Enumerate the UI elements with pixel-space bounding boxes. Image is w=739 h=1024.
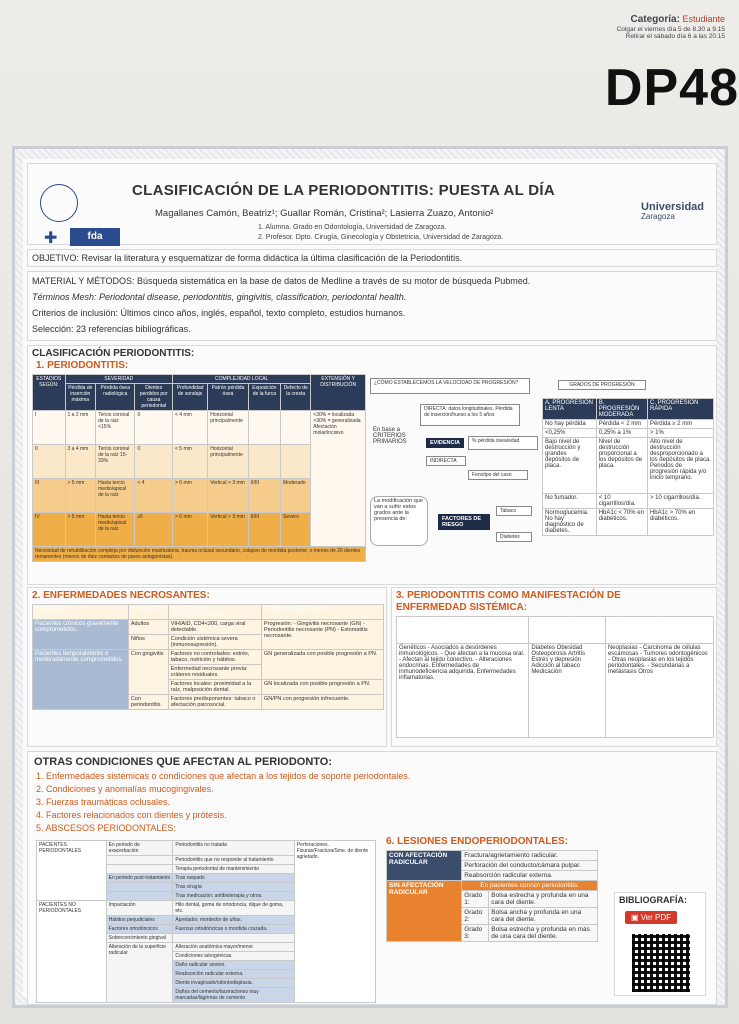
- abs-side: [294, 841, 375, 1003]
- endo-sin: SIN AFECTACIÓN RADICULAR: [387, 881, 462, 942]
- stage-cell: Severo: [281, 513, 311, 547]
- nt-cell: Progresión: - Gingivitis necrosante (GN) - Periodontitis necrosante (PN) - Estomatitis necrosante.: [261, 620, 383, 650]
- th-col: Pérdida ósea radiológica: [96, 384, 135, 411]
- abs-cell: Tras medicación: antibioterapia y otros.: [173, 892, 294, 901]
- abs-group-1: PACIENTES PERIODONTALES: [37, 841, 107, 901]
- stage-cell: [281, 445, 311, 479]
- abs-cell: [106, 856, 173, 865]
- nt-cell: Con periodontitis: [128, 695, 168, 710]
- unizar-logo-sub: Zaragoza: [641, 212, 675, 221]
- systemic-box: [391, 587, 717, 747]
- grade-cell: HbA1c < 70% en diabéticos.: [596, 509, 647, 536]
- other-item: 1. Enfermedades sistémicas o condiciones que afectan a los tejidos de soporte periodontales.: [36, 771, 411, 781]
- flow-fenotipo: Fenotipo del caso: [468, 470, 528, 480]
- abs-group-2: PACIENTES NO PERIODONTALES: [37, 901, 107, 1003]
- nt-col: CONDICIONES CLÍNICAS: [261, 605, 383, 620]
- grade-cell: HbA1c > 70% en diabéticos.: [647, 509, 713, 536]
- grade-cell: Bajo nivel de destrucción y grandes depósitos de placa.: [543, 438, 597, 494]
- nt-cell: Adultos: [128, 620, 168, 635]
- endo-heading: 6. LESIONES ENDOPERIODONTALES:: [386, 836, 569, 847]
- objective-box: [27, 249, 717, 267]
- stage-cell: Moderado: [281, 479, 311, 513]
- category-value: Estudiante: [682, 14, 725, 24]
- abs-cell: Terapia periodontal de mantenimiento: [173, 865, 294, 874]
- grade-cell: Pérdida ≥ 2 mm: [647, 420, 713, 429]
- flow-indirecta: INDIRECTA: [426, 456, 466, 466]
- abs-cell: [106, 865, 173, 874]
- endo-grade: Grado 2:: [462, 908, 489, 925]
- necrotizing-heading: 2. ENFERMEDADES NECROSANTES:: [32, 590, 210, 601]
- grade-cell: 0,25% a 1%: [596, 429, 647, 438]
- grade-cell: No fumador.: [543, 494, 597, 509]
- methods-line-4: Selección: 23 referencias bibliográficas.: [32, 324, 191, 334]
- unizar-logo: [641, 202, 704, 221]
- th-col: Defecto de la cresta: [281, 384, 311, 411]
- abs-cell: Hábitos perjudiciales: [106, 916, 173, 925]
- abs-cell: Factores ortodóncicos: [106, 925, 173, 934]
- stage-cell: Vertical > 3 mm: [208, 513, 249, 547]
- systemic-table: [396, 616, 714, 738]
- stage-cell: < 4 mm: [173, 411, 208, 445]
- abs-cell: Fuerzas ortodóncicas o mordida cruzada.: [173, 925, 294, 934]
- grade-cell: No hay pérdida: [543, 420, 597, 429]
- grade-b: B. PROGRESIÓN MODERADA: [596, 399, 647, 420]
- flow-grados: GRADOS DE PROGRESIÓN: [558, 380, 646, 390]
- nt-col: PACIENTES: [128, 605, 168, 620]
- flow-modificacion: La modificación que van a sufrir estos grados ante la presencia de:: [370, 496, 428, 546]
- unizar-logo-text: Universidad: [641, 201, 704, 213]
- abs-cell: Daños del cemento/laceraciones muy marcadas/lágrimas de cemento: [173, 988, 294, 1003]
- nt-cat2: Pacientes temporalmente o moderadamente comprometidos.: [33, 650, 129, 710]
- stage-cell: II: [33, 445, 66, 479]
- other-item: 5. ABSCESOS PERIODONTALES:: [36, 823, 176, 833]
- grade-cell: > 10 cigarrillos/día.: [647, 494, 713, 509]
- other-list: [36, 770, 410, 835]
- poster-id: DP48: [604, 59, 739, 117]
- bibliography-heading: BIBLIOGRAFÍA:: [619, 895, 687, 905]
- poster-title: CLASIFICACIÓN DE LA PERIODONTITIS: PUESTA AL DÍA: [132, 182, 556, 199]
- th-severidad: SEVERIDAD: [65, 375, 173, 384]
- other-item: 4. Factores relacionados con dientes y prótesis.: [36, 810, 227, 820]
- other-heading: OTRAS CONDICIONES QUE AFECTAN AL PERIODONTO:: [34, 756, 333, 768]
- flow-perdida: % pérdida ósea/edad: [468, 436, 538, 450]
- th-col: Exposición de la furca: [248, 384, 280, 411]
- sys-cell: Genéticos - Asociados a desórdenes inmunológicos. - Que afectan a la mucosa oral. - Afectan al tejido conectivo. - Alteraciones endocrinas. Enfermedades de inmunodeficiencia adquirida. Enfermedades inflamatorias.: [397, 644, 529, 738]
- stage-cell: Horizontal principalmente: [208, 445, 249, 479]
- stage-cell: Horizontal principalmente: [208, 411, 249, 445]
- university-seal-logo: [40, 184, 78, 222]
- grade-c: C. PROGRESIÓN RÁPIDA: [647, 399, 713, 420]
- endo-grade-desc: Bolsa estrecha y profunda en una cara del diente.: [489, 891, 598, 908]
- stage-cell: Vertical > 3 mm: [208, 479, 249, 513]
- category-tag: [617, 14, 725, 40]
- abs-cell: Alteración anatómica mayor/menor.: [173, 943, 294, 952]
- endo-grade-desc: Bolsa ancha y profunda en una cara del diente.: [489, 908, 598, 925]
- abs-cell: Condiciones iatrogénicas.: [173, 952, 294, 961]
- nt-cell: GN localizada con posible progresión a PN.: [261, 680, 383, 695]
- th-estadios: ESTADIOS SEGÚN:: [33, 375, 66, 411]
- grade-cell: Alto nivel de destrucción desproporcionado a los depósitos de placa. Periodos de progresión rápida y/o inicio temprano.: [647, 438, 713, 494]
- abs-cell: Impactación: [106, 901, 173, 916]
- classification-box: [27, 345, 717, 585]
- stage-cell: II/III: [248, 513, 280, 547]
- stage-cell: 0: [135, 445, 173, 479]
- th-col: Profundidad de sondaje: [173, 384, 208, 411]
- endo-cell: Reabsorción radicular externa.: [462, 871, 598, 881]
- sys-cell: Neoplasias - Carcinoma de células escamosas - Tumores odontogénicos - Otras neoplasias en los tejidos periodontales. - Secundarias a metástasis Otros: [605, 644, 713, 738]
- periodontitis-subheading: 1. PERIODONTITIS:: [36, 360, 129, 371]
- abs-cell: [106, 883, 173, 892]
- flow-tabaco: Tabaco: [496, 506, 532, 516]
- stage-cell: II/III: [248, 479, 280, 513]
- nt-cell: Factores locales: proximidad a la raíz, malposición dental.: [168, 680, 261, 695]
- nt-cell: Enfermedad necrosante previa: cráteres residuales.: [168, 665, 261, 680]
- stage-cell: 3 a 4 mm: [65, 445, 96, 479]
- flow-base: En base a CRITERIOS PRIMARIOS: [373, 427, 407, 445]
- abs-cell: [173, 934, 294, 943]
- abs-cell: Reabsorción radicular externa.: [173, 970, 294, 979]
- poster: [12, 146, 728, 1008]
- grade-cell: Normoglucemia. No hay diagnóstico de diabetes.: [543, 509, 597, 536]
- grade-cell: > 1%: [647, 429, 713, 438]
- methods-box: [27, 271, 717, 341]
- abs-cell: Sobrecrecimiento gingival: [106, 934, 173, 943]
- abs-cell: Alteración de la superficie radicular: [106, 943, 173, 1003]
- grade-cell: Pérdida < 2 mm: [596, 420, 647, 429]
- stage-cell: > 5 mm: [65, 479, 96, 513]
- abs-cell: Daño radicular severo.: [173, 961, 294, 970]
- stage-cell: Hasta tercio medio/apical de la raíz: [96, 479, 135, 513]
- th-col: Pérdida de inserción máxima: [65, 384, 96, 411]
- pickup-note: Colgar el viernes día 5 de 8.30 a 9.15: [616, 25, 725, 33]
- affiliation-2: 2. Profesor. Dpto. Cirugía, Ginecología y Obstetricia, Universidad de Zaragoza.: [258, 234, 504, 241]
- stage-cell: [248, 445, 280, 479]
- abs-cell: Apretador, mordedor de uñas.: [173, 916, 294, 925]
- staging-table: [32, 374, 366, 562]
- nt-col: CATEGORÍA: [33, 605, 129, 620]
- endo-grade: Grado 3:: [462, 925, 489, 942]
- endo-grade-desc: Bolsa estrecha y profunda en más de una cara del diente.: [489, 925, 598, 942]
- endo-table: [386, 850, 598, 942]
- extension-cell: <30% = localizada >30% = generalizada Afectación molar/incisivo: [311, 411, 366, 547]
- classification-heading: CLASIFICACIÓN PERIODONTITIS:: [32, 348, 195, 359]
- stage-cell: 1 a 2 mm: [65, 411, 96, 445]
- pdf-icon: ▣: [631, 913, 641, 922]
- stage-cell: III: [33, 479, 66, 513]
- abs-cell: Diente invaginado/odontodisplasia.: [173, 979, 294, 988]
- abs-cell: Periodontitis no tratada: [173, 841, 294, 856]
- abscess-table: [36, 840, 376, 1003]
- affiliation-1: 1. Alumna. Grado en Odontología, Universidad de Zaragoza.: [258, 224, 447, 231]
- view-pdf-button[interactable]: [625, 911, 677, 924]
- abs-side-2: Fisuras/Fractura/Sme. de diente agrietado.: [296, 848, 369, 860]
- methods-line-2: Términos Mesh: Periodontal disease, periodontitis, gingivitis, classification, periodontal health.: [32, 292, 407, 302]
- stage-cell: [281, 411, 311, 445]
- nt-cell: GN generalizada con posible progresión a PN.: [261, 650, 383, 680]
- grade-cell: < 10 cigarrillos/día.: [596, 494, 647, 509]
- view-pdf-label: Ver PDF: [640, 913, 672, 922]
- stage-cell: ≥5: [135, 513, 173, 547]
- sys-col: DESÓRDES SISTÉMICOS QUE PROVOCAN PÉRDIDA DE TEJIDO INDEPENDIENTE A PERIODONTITIS: [605, 617, 713, 644]
- flow-directa: DIRECTA: datos longitudinales. Pérdida de inserción/hueso a los 5 años: [420, 404, 520, 426]
- category-label: Categoría:: [630, 14, 680, 25]
- endo-con: CON AFECTACIÓN RADICULAR: [387, 851, 462, 881]
- other-conditions-box: [27, 751, 717, 1005]
- sys-cell: Diabetes Obesidad Osteoporosis Artritis Estrés y depresión Adicción al tabaco Medicación: [529, 644, 606, 738]
- fda-logo: fda: [70, 228, 120, 246]
- sys-col: DESÓRDENES DE MAYOR IMPACTO: [397, 617, 529, 644]
- stage-cell: I: [33, 411, 66, 445]
- grade-cell: <0,25%: [543, 429, 597, 438]
- remove-note: Retirar el sábado día 6 a las 20.15: [625, 32, 725, 40]
- grade-cell: Nivel de destrucción proporcional a los depósitos de placa.: [596, 438, 647, 494]
- stage-cell: < 4: [135, 479, 173, 513]
- endo-cell: Fractura/agrietamiento radicular.: [462, 851, 598, 861]
- methods-line-3: Criterios de inclusión: Últimos cinco años, inglés, español, texto completo, estudios humanos.: [32, 308, 406, 318]
- endo-cell: Perforación del conducto/cámara pulpar.: [462, 861, 598, 871]
- th-col: Dientes perdidos por causa periodontal: [135, 384, 173, 411]
- nt-col: CONDICIONES PREDISPONENTES: [168, 605, 261, 620]
- flow-diabetes: Diabetes: [496, 532, 532, 542]
- abs-cell: En periodo de exacerbación: [106, 841, 173, 856]
- stage-cell: [248, 411, 280, 445]
- endo-sub: En pacientes con/sin periodontitis:: [462, 881, 598, 891]
- grade-a: A. PROGRESIÓN LENTA: [543, 399, 597, 420]
- stage-cell: Tercio coronal de la raíz <15%: [96, 411, 135, 445]
- abs-side-1: Perforaciones.: [296, 842, 329, 848]
- authors: Magallanes Camón, Beatriz¹; Guallar Román, Cristina²; Lasierra Zuazo, Antonio²: [155, 208, 494, 219]
- abs-cell: Tras cirugía: [173, 883, 294, 892]
- stage-cell: < 5 mm: [173, 445, 208, 479]
- other-item: 2. Condiciones y anomalías mucogingivales.: [36, 784, 214, 794]
- flow-factores: FACTORES DE RIESGO: [438, 514, 490, 530]
- sys-col: OTROS DESÓRDENES SISTÉMICOS QUE INFLUYEN EN SU PATOGENIA: [529, 617, 606, 644]
- other-item: 3. Fuerzas traumáticas oclusales.: [36, 797, 171, 807]
- nt-cell: Con gingivitis: [128, 650, 168, 695]
- th-complejidad: COMPLEJIDAD LOCAL: [173, 375, 311, 384]
- systemic-heading-1: 3. PERIODONTITIS COMO MANIFESTACIÓN DE: [396, 590, 621, 601]
- grades-table: [542, 398, 714, 536]
- th-extension: EXTENSIÓN Y DISTRIBUCIÓN: [311, 375, 366, 411]
- stage-cell: 0: [135, 411, 173, 445]
- th-col: Patrón pérdida ósea: [208, 384, 249, 411]
- qr-code-icon[interactable]: [629, 931, 693, 995]
- nt-cell: VIH/AID, CD4<200, carga viral detectable.: [168, 620, 261, 635]
- nt-cell: GN/PN con progresión infrecuente.: [261, 695, 383, 710]
- stage-cell: IV: [33, 513, 66, 547]
- stage-cell: > 5 mm: [65, 513, 96, 547]
- nt-cell: Factores predisponentes: tabaco o afectación psicosocial.: [168, 695, 261, 710]
- stage-cell: > 6 mm: [173, 479, 208, 513]
- methods-line-1: MATERIAL Y MÉTODOS: Búsqueda sistemática en la base de datos de Medline a través de su motor de búsqueda Pubmed.: [32, 276, 531, 286]
- necrotizing-table: [32, 604, 384, 710]
- flow-question: ¿CÓMO ESTABLECEMOS LA VELOCIDAD DE PROGRESIÓN?: [370, 378, 530, 394]
- objective-text: OBJETIVO: Revisar la literatura y esquematizar de forma didáctica la última clasificación de la Periodontitis.: [32, 253, 463, 263]
- nt-cell: Factores no controlados: estrés, tabaco, nutrición y hábitos.: [168, 650, 261, 665]
- abs-cell: Hilo dental, goma de ortodoncia, dique de goma, etc.: [173, 901, 294, 916]
- flow-evidencia: EVIDENCIA: [426, 438, 464, 448]
- abs-cell: [106, 892, 173, 901]
- nt-cell: Niños: [128, 635, 168, 650]
- nt-cell: Condición sistémica severa (inmunosupresión).: [168, 635, 261, 650]
- cross-logo: ✚: [44, 230, 58, 247]
- abs-cell: Tras raspado: [173, 874, 294, 883]
- stage-cell: Hasta tercio medio/apical de la raíz: [96, 513, 135, 547]
- stage-cell: > 6 mm: [173, 513, 208, 547]
- endo-grade: Grado 1:: [462, 891, 489, 908]
- nt-cat1: Pacientes crónicos gravemente comprometidos.: [33, 620, 129, 650]
- abs-cell: En periodo post-tratamiento: [106, 874, 173, 883]
- staging-footnote: Necesidad de rehabilitación compleja por disfunción masticatoria, trauma oclusal secundario, colapso de mordida posterior, o menos de 20 dientes remanentes (menos de diez contactos de pares antagonistas).: [33, 547, 366, 562]
- header-box: [27, 163, 717, 245]
- abs-cell: Periodontitis que no responde al tratamiento: [173, 856, 294, 865]
- systemic-heading-2: ENFERMEDAD SISTÉMICA:: [396, 602, 528, 613]
- stage-cell: Tercio coronal de la raíz 15-33%: [96, 445, 135, 479]
- bibliography-box: [614, 892, 706, 996]
- poster-inner: [23, 159, 717, 1001]
- necrotizing-box: [27, 587, 387, 747]
